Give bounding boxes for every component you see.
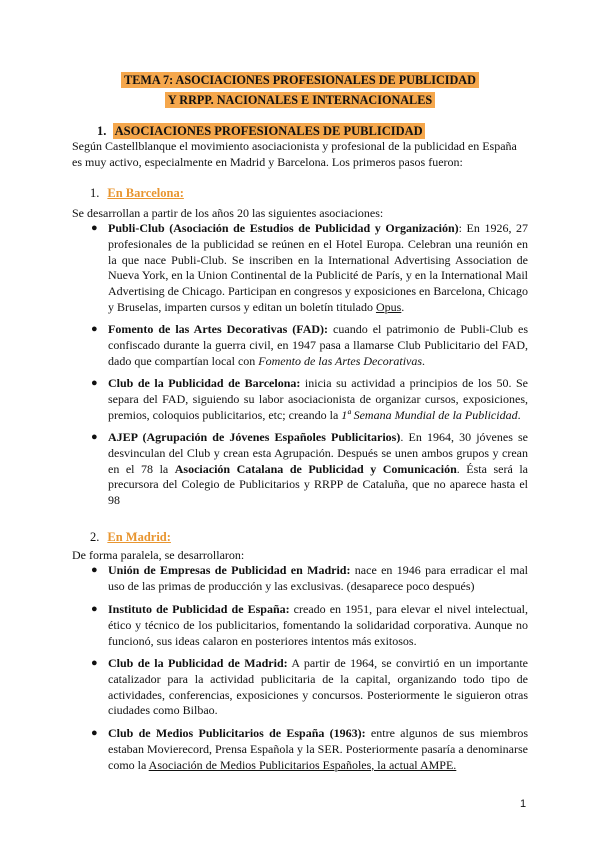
bullet-icon: ● bbox=[91, 222, 98, 234]
bullet-icon: ● bbox=[91, 657, 98, 669]
subsection-number: 1. bbox=[90, 186, 100, 200]
bullet-icon: ● bbox=[91, 564, 98, 576]
list-item: Club de la Publicidad de Madrid: A partir de 1964, se convirtió en un importante catalizador para la actividad publicitaria de la capital, organizando todo tipo de actividades, conferencias, exposiciones y concursos. Posteriormente le siguieron otras ciudades como Bilbao. bbox=[108, 656, 528, 718]
subsection-number: 2. bbox=[90, 530, 100, 544]
section-heading bbox=[97, 124, 425, 139]
list-item: AJEP (Agrupación de Jóvenes Españoles Publicitarios). En 1964, 30 jóvenes se desvinculan del Club y crean esta Agrupación. Después se unen ambos grupos y crean en el 78 la Asociación Catalana de Publicidad y Comunicación. Ésta será la precursora del Colegio de Publicitarios y RRPP de Cataluña, que no aparece hasta el 98 bbox=[108, 430, 529, 508]
list-item: Fomento de las Artes Decorativas (FAD): cuando el patrimonio de Publi-Club es confiscado durante la guerra civil, en 1947 pasa a llamarse Club Publicitario del FAD, dado que compartían local con Fomento de las Artes Decorativas. bbox=[108, 322, 528, 368]
page-number: 1 bbox=[520, 798, 527, 810]
section-number: 1. bbox=[97, 124, 107, 138]
subsection-title: En Madrid: bbox=[107, 530, 171, 544]
list-item: Unión de Empresas de Publicidad en Madrid: nace en 1946 para erradicar el mal uso de las primas de producción y las exclusivas. (desaparece poco después) bbox=[108, 563, 529, 593]
section-intro: Según Castellblanque el movimiento asociacionista y profesional de la publicidad en España es muy activo, especialmente en Madrid y Barcelona. Los primeros pasos fueron: bbox=[72, 139, 517, 169]
madrid-lead: De forma paralela, se desarrollaron: bbox=[72, 548, 245, 562]
list-item: Club de Medios Publicitarios de España (1963): entre algunos de sus miembros estaban Movierecord, Prensa Española y la SER. Posteriormente pasaría a denominarse como la Asociación de Medios Publicitarios Españoles, la actual AMPE. bbox=[108, 726, 528, 772]
list-item: Club de la Publicidad de Barcelona: inicia su actividad a principios de los 50. Se separa del FAD, siguiendo su labor asociacionista de organizar cursos, exposiciones, premios, coloquios publicitarios, etc; creando la 1ª Semana Mundial de la Publicidad. bbox=[108, 376, 528, 422]
bullet-icon: ● bbox=[91, 431, 98, 443]
section-title: ASOCIACIONES PROFESIONALES DE PUBLICIDAD bbox=[114, 124, 423, 138]
subsection-title: En Barcelona: bbox=[107, 186, 184, 200]
subsection-madrid bbox=[90, 530, 171, 545]
bullet-icon: ● bbox=[91, 323, 98, 335]
barcelona-lead: Se desarrollan a partir de los años 20 las siguientes asociaciones: bbox=[72, 206, 384, 220]
document-title bbox=[0, 70, 600, 110]
subsection-barcelona bbox=[90, 186, 184, 201]
bullet-icon: ● bbox=[91, 377, 98, 389]
list-item: Instituto de Publicidad de España: creado en 1951, para elevar el nivel intelectual, ético y técnico de los publicitarios, fomentando la solidaridad corporativa. Aunque no funcionó, sus ideas calaron en posteriores intentos más exitosos. bbox=[108, 602, 528, 648]
list-item: Publi-Club (Asociación de Estudios de Publicidad y Organización): En 1926, 27 profesionales de la publicidad se reúnen en el Hotel Europa. Celebran una reunión en la que nace Publi-Club. Se inscriben en la International Advertising Association de Nueva York, en la Union Continental de la Publicité de París, y en la International Mail Advertising de Chicago. Participan en congresos y exposiciones en Barcelona, Chicago y Bruselas, imparten cursos y editan un boletín titulado Opus. bbox=[108, 221, 529, 314]
bullet-icon: ● bbox=[91, 603, 98, 615]
title-line-1: TEMA 7: ASOCIACIONES PROFESIONALES DE PUBLICIDAD bbox=[121, 72, 479, 88]
bullet-icon: ● bbox=[91, 727, 98, 739]
title-line-2: Y RRPP. NACIONALES E INTERNACIONALES bbox=[165, 92, 435, 108]
